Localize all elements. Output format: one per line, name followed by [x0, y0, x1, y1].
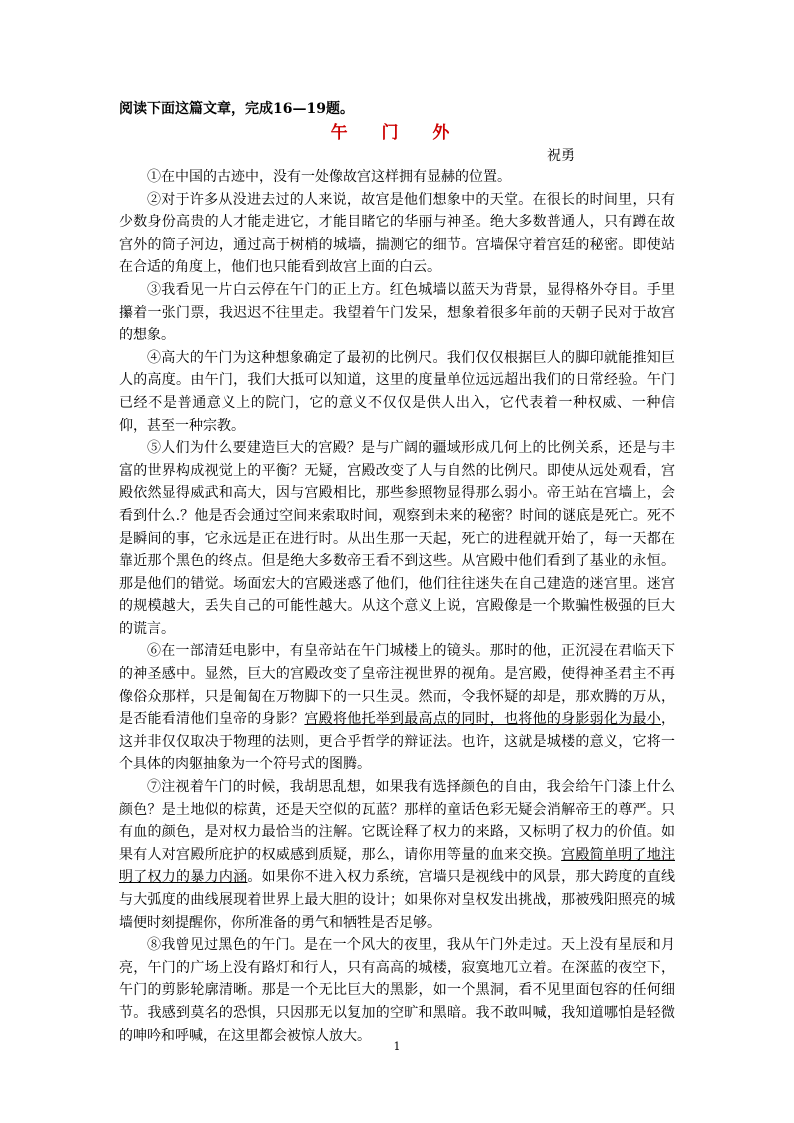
paragraph-text: 。如果你不进入权力系统，宫墙只是视线中的风景，那大跨度的直线与大弧度的曲线展现着世界上最大胆的设计；如果你对皇权发出挑战，那被残阳照亮的城墙便时刻提醒你，你所准备的勇气和牺牲是否足够。: [119, 869, 676, 931]
paragraph-text: ②对于许多从没进去过的人来说，故宫是他们想象中的天堂。在很长的时间里，只有少数身份高贵的人才能走进它，才能目睹它的华丽与神圣。绝大多数普通人，只有蹲在故宫外的筒子河边，通过高于树梢的城墙，揣测它的细节。宫墙保守着宫廷的秘密。即使站在合适的角度上，他们也只能看到故宫上面的白云。: [119, 191, 675, 276]
paragraph-6: [119, 640, 675, 776]
paragraph-text: ①在中国的古迹中，没有一处像故宫这样拥有显赫的位置。: [147, 169, 511, 185]
paragraph-3: [119, 279, 675, 347]
article-title: 午 门 外: [330, 123, 464, 143]
paragraph-4: [119, 347, 675, 437]
paragraph-5: [119, 437, 675, 640]
paragraph-text: ⑦注视着午门的时候，我胡思乱想，如果我有选择颜色的自由，我会给午门漆上什么颜色？是土地似的棕黄，还是天空似的瓦蓝？那样的童话色彩无疑会消解帝王的尊严。只有血的颜色，是对权力最恰当的注解。它既诠释了权力的来路，又标明了权力的价值。如果有人对宫殿所庇护的权威感到质疑，那么，请你用等量的血来交换。: [119, 779, 675, 863]
question-instruction: 阅读下面这篇文章，完成16—19题。: [119, 101, 354, 117]
document-page: [119, 98, 675, 1047]
paragraph-2: [119, 189, 675, 279]
article-body: [119, 166, 675, 1047]
paragraph-text: ⑤人们为什么要建造巨大的宫殿？是与广阔的疆域形成几何上的比例关系，还是与丰富的世界构成视觉上的平衡？无疑，宫殿改变了人与自然的比例尺。即使从远处观看，宫殿依然显得威武和高大，因与宫殿相比，那些参照物显得那么弱小。帝王站在宫墙上，会看到什么.？他是否会通过空间来索取时间，观察到未来的秘密？时间的谜底是死亡。死不是瞬间的事，它永远是正在进行时。从出生那一天起，死亡的进程就开始了，每一天都在靠近那个黑色的终点。但是绝大多数帝王看不到这些。从宫殿中他们看到了基业的永恒。那是他们的错觉。场面宏大的宫殿迷惑了他们，他们往往迷失在自己建造的迷宫里。迷宫的规模越大，丢失自己的可能性越大。从这个意义上说，宫殿像是一个欺骗性极强的巨大的谎言。: [119, 440, 675, 637]
page-number: 1: [393, 1040, 401, 1053]
underlined-sentence: 宫殿简单明了地注明了权力的暴力内涵: [119, 846, 675, 886]
paragraph-text: ⑧我曾见过黑色的午门。是在一个风大的夜里，我从午门外走过。天上没有星辰和月亮，午门的广场上没有路灯和行人，只有高高的城楼，寂寞地兀立着。在深蓝的夜空下，午门的剪影轮廓清晰。那是一个无比巨大的黑影，如一个黑洞，看不见里面包容的任何细节。我感到莫名的恐惧，只因那无以复加的空旷和黑暗。我不敢叫喊，我知道哪怕是轻微的呻吟和呼喊，在这里都会被惊人放大。: [119, 937, 675, 1044]
paragraph-7: [119, 776, 675, 934]
paragraph-text: ③我看见一片白云停在午门的正上方。红色城墙以蓝天为背景，显得格外夺目。手里攥着一张门票，我迟迟不往里走。我望着午门发呆，想象着很多年前的天朝子民对于故宫的想象。: [119, 281, 675, 344]
underlined-sentence: 宫殿将他托举到最高点的同时，也将他的身影弱化为最小: [304, 711, 661, 728]
article-author: 祝勇: [547, 148, 575, 164]
paragraph-1: [119, 166, 675, 189]
paragraph-text: ，这并非仅仅取决于物理的法则，更合乎哲学的辩证法。也许，这就是城楼的意义，它将一个具体的肉躯抽象为一个符号式的图腾。: [119, 711, 675, 773]
paragraph-8: [119, 934, 675, 1047]
paragraph-text: ⑥在一部清廷电影中，有皇帝站在午门城楼上的镜头。那时的他，正沉浸在君临天下的神圣感中。显然，巨大的宫殿改变了皇帝注视世界的视角。是宫殿，使得神圣君主不再像俗众那样，只是匍匐在万物脚下的一只生灵。然而，令我怀疑的却是，那欢腾的万从，是否能看清他们皇帝的身影？: [119, 643, 675, 728]
paragraph-text: ④高大的午门为这种想象确定了最初的比例尺。我们仅仅根据巨人的脚印就能推知巨人的高度。由午门，我们大抵可以知道，这里的度量单位远远超出我们的日常经验。午门已经不是普通意义上的院门，它的意义不仅仅是供人出入，它代表着一种权威、一种信仰，甚至一种宗教。: [119, 349, 675, 434]
